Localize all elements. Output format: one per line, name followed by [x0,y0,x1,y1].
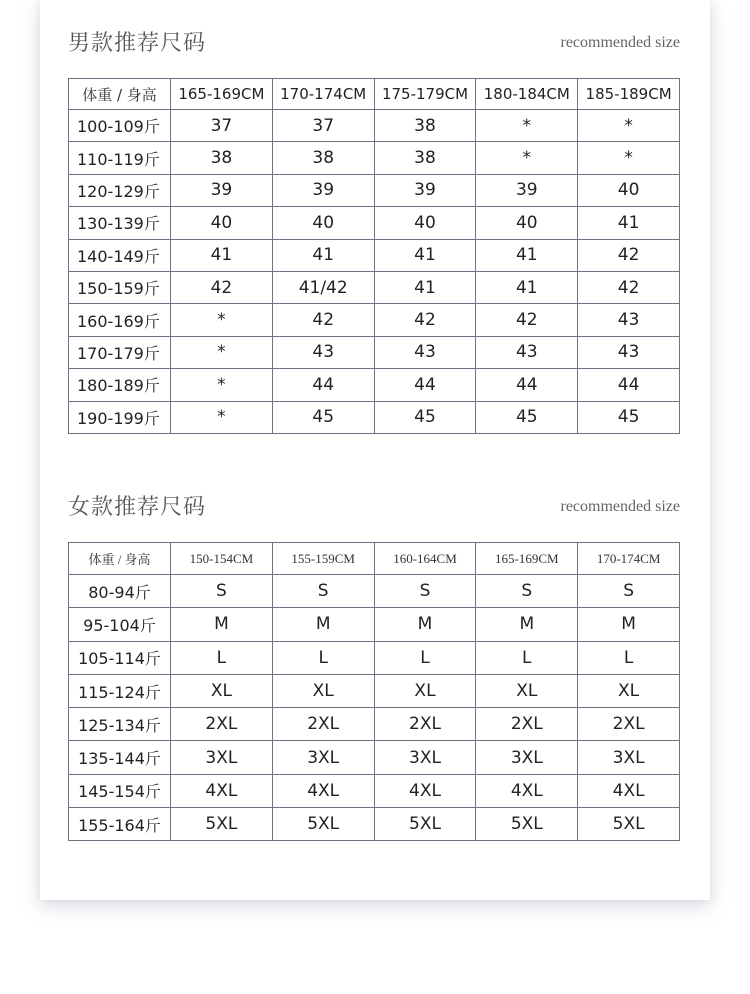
size-cell: M [272,608,374,641]
table-row [69,608,680,641]
size-cell: 5XL [476,808,578,841]
size-cell: 43 [374,336,476,368]
size-cell: 40 [272,207,374,239]
size-cell: 39 [476,174,578,206]
size-cell: * [578,110,680,142]
size-cell: 40 [374,207,476,239]
men-size-table [68,78,680,434]
size-cell: * [171,336,273,368]
size-cell: * [476,110,578,142]
size-cell: * [578,142,680,174]
men-weight-label: 190-199斤 [69,401,171,433]
size-cell: * [171,369,273,401]
size-cell: 37 [272,110,374,142]
men-weight-label: 120-129斤 [69,174,171,206]
size-cell: S [171,575,273,608]
table-row [69,142,680,174]
size-cell: L [171,641,273,674]
size-cell: 44 [272,369,374,401]
table-row [69,575,680,608]
size-cell: XL [578,674,680,707]
size-cell: M [476,608,578,641]
table-row [69,401,680,433]
table-row [69,741,680,774]
table-row [69,110,680,142]
size-cell: 42 [374,304,476,336]
size-cell: 38 [171,142,273,174]
size-cell: XL [476,674,578,707]
men-weight-label: 100-109斤 [69,110,171,142]
size-cell: 41 [374,271,476,303]
size-cell: 4XL [578,774,680,807]
size-cell: 45 [272,401,374,433]
size-cell: 4XL [476,774,578,807]
size-cell: 41 [476,239,578,271]
size-cell: 45 [578,401,680,433]
women-section-subtitle: recommended size [560,498,680,515]
size-cell: M [171,608,273,641]
women-weight-label: 125-134斤 [69,708,171,741]
size-cell: 5XL [171,808,273,841]
size-cell: L [374,641,476,674]
men-weight-label: 170-179斤 [69,336,171,368]
table-row [69,207,680,239]
size-cell: 42 [578,239,680,271]
men-height-header: 165-169CM [171,79,273,110]
size-cell: L [578,641,680,674]
size-cell: 40 [171,207,273,239]
size-cell: 2XL [272,708,374,741]
size-cell: 2XL [374,708,476,741]
women-weight-label: 95-104斤 [69,608,171,641]
men-height-header: 180-184CM [476,79,578,110]
size-cell: 5XL [578,808,680,841]
size-cell: XL [272,674,374,707]
women-weight-label: 105-114斤 [69,641,171,674]
size-cell: XL [374,674,476,707]
size-cell: 39 [374,174,476,206]
table-row [69,336,680,368]
size-cell: 43 [578,304,680,336]
men-height-header: 185-189CM [578,79,680,110]
men-weight-label: 180-189斤 [69,369,171,401]
men-weight-label: 160-169斤 [69,304,171,336]
size-cell: 3XL [272,741,374,774]
size-cell: S [272,575,374,608]
women-weight-label: 115-124斤 [69,674,171,707]
size-cell: 45 [476,401,578,433]
women-weight-label: 145-154斤 [69,774,171,807]
size-cell: 42 [171,271,273,303]
size-cell: 41 [578,207,680,239]
size-cell: 44 [476,369,578,401]
table-row [69,674,680,707]
women-height-header: 155-159CM [272,543,374,575]
size-cell: 42 [578,271,680,303]
men-section-subtitle: recommended size [560,34,680,51]
women-weight-label: 80-94斤 [69,575,171,608]
size-cell: 44 [578,369,680,401]
size-cell: 41/42 [272,271,374,303]
size-cell: 2XL [578,708,680,741]
men-header-row [69,79,680,110]
women-height-header: 160-164CM [374,543,476,575]
size-cell: 5XL [374,808,476,841]
size-cell: 3XL [171,741,273,774]
size-cell: 4XL [171,774,273,807]
size-cell: * [171,401,273,433]
size-cell: 37 [171,110,273,142]
size-cell: 40 [476,207,578,239]
table-row [69,239,680,271]
table-row [69,369,680,401]
men-height-header: 170-174CM [272,79,374,110]
size-cell: 38 [374,142,476,174]
size-cell: 5XL [272,808,374,841]
size-cell: S [374,575,476,608]
women-weight-label: 155-164斤 [69,808,171,841]
women-section-title: 女款推荐尺码 [68,495,207,520]
men-weight-label: 140-149斤 [69,239,171,271]
table-row [69,708,680,741]
size-cell: XL [171,674,273,707]
size-cell: 43 [476,336,578,368]
men-weight-label: 130-139斤 [69,207,171,239]
size-cell: 38 [374,110,476,142]
men-section-title: 男款推荐尺码 [68,31,207,56]
size-cell: 38 [272,142,374,174]
size-cell: 2XL [476,708,578,741]
women-height-header: 170-174CM [578,543,680,575]
size-cell: L [476,641,578,674]
size-cell: * [476,142,578,174]
size-cell: 3XL [578,741,680,774]
table-row [69,808,680,841]
size-cell: 43 [578,336,680,368]
men-height-header: 175-179CM [374,79,476,110]
table-row [69,271,680,303]
size-cell: 39 [171,174,273,206]
size-cell: 4XL [374,774,476,807]
women-weight-label: 135-144斤 [69,741,171,774]
women-height-header: 150-154CM [171,543,273,575]
size-cell: 45 [374,401,476,433]
size-cell: 41 [272,239,374,271]
size-cell: L [272,641,374,674]
size-cell: 43 [272,336,374,368]
women-height-header: 165-169CM [476,543,578,575]
size-cell: 41 [374,239,476,271]
women-size-table [68,542,680,841]
men-weight-label: 150-159斤 [69,271,171,303]
size-cell: S [476,575,578,608]
size-cell: M [578,608,680,641]
size-cell: 39 [272,174,374,206]
size-cell: 2XL [171,708,273,741]
table-row [69,774,680,807]
size-cell: 44 [374,369,476,401]
size-cell: 41 [476,271,578,303]
size-cell: 41 [171,239,273,271]
table-row [69,304,680,336]
size-cell: * [171,304,273,336]
size-cell: M [374,608,476,641]
table-row [69,641,680,674]
table-row [69,174,680,206]
size-cell: 42 [476,304,578,336]
size-cell: 40 [578,174,680,206]
men-corner-label: 体重 / 身高 [69,79,171,110]
women-header-row [69,543,680,575]
size-cell: 3XL [476,741,578,774]
size-cell: 3XL [374,741,476,774]
size-cell: 4XL [272,774,374,807]
women-corner-label: 体重 / 身高 [69,543,171,575]
size-cell: 42 [272,304,374,336]
size-cell: S [578,575,680,608]
men-weight-label: 110-119斤 [69,142,171,174]
